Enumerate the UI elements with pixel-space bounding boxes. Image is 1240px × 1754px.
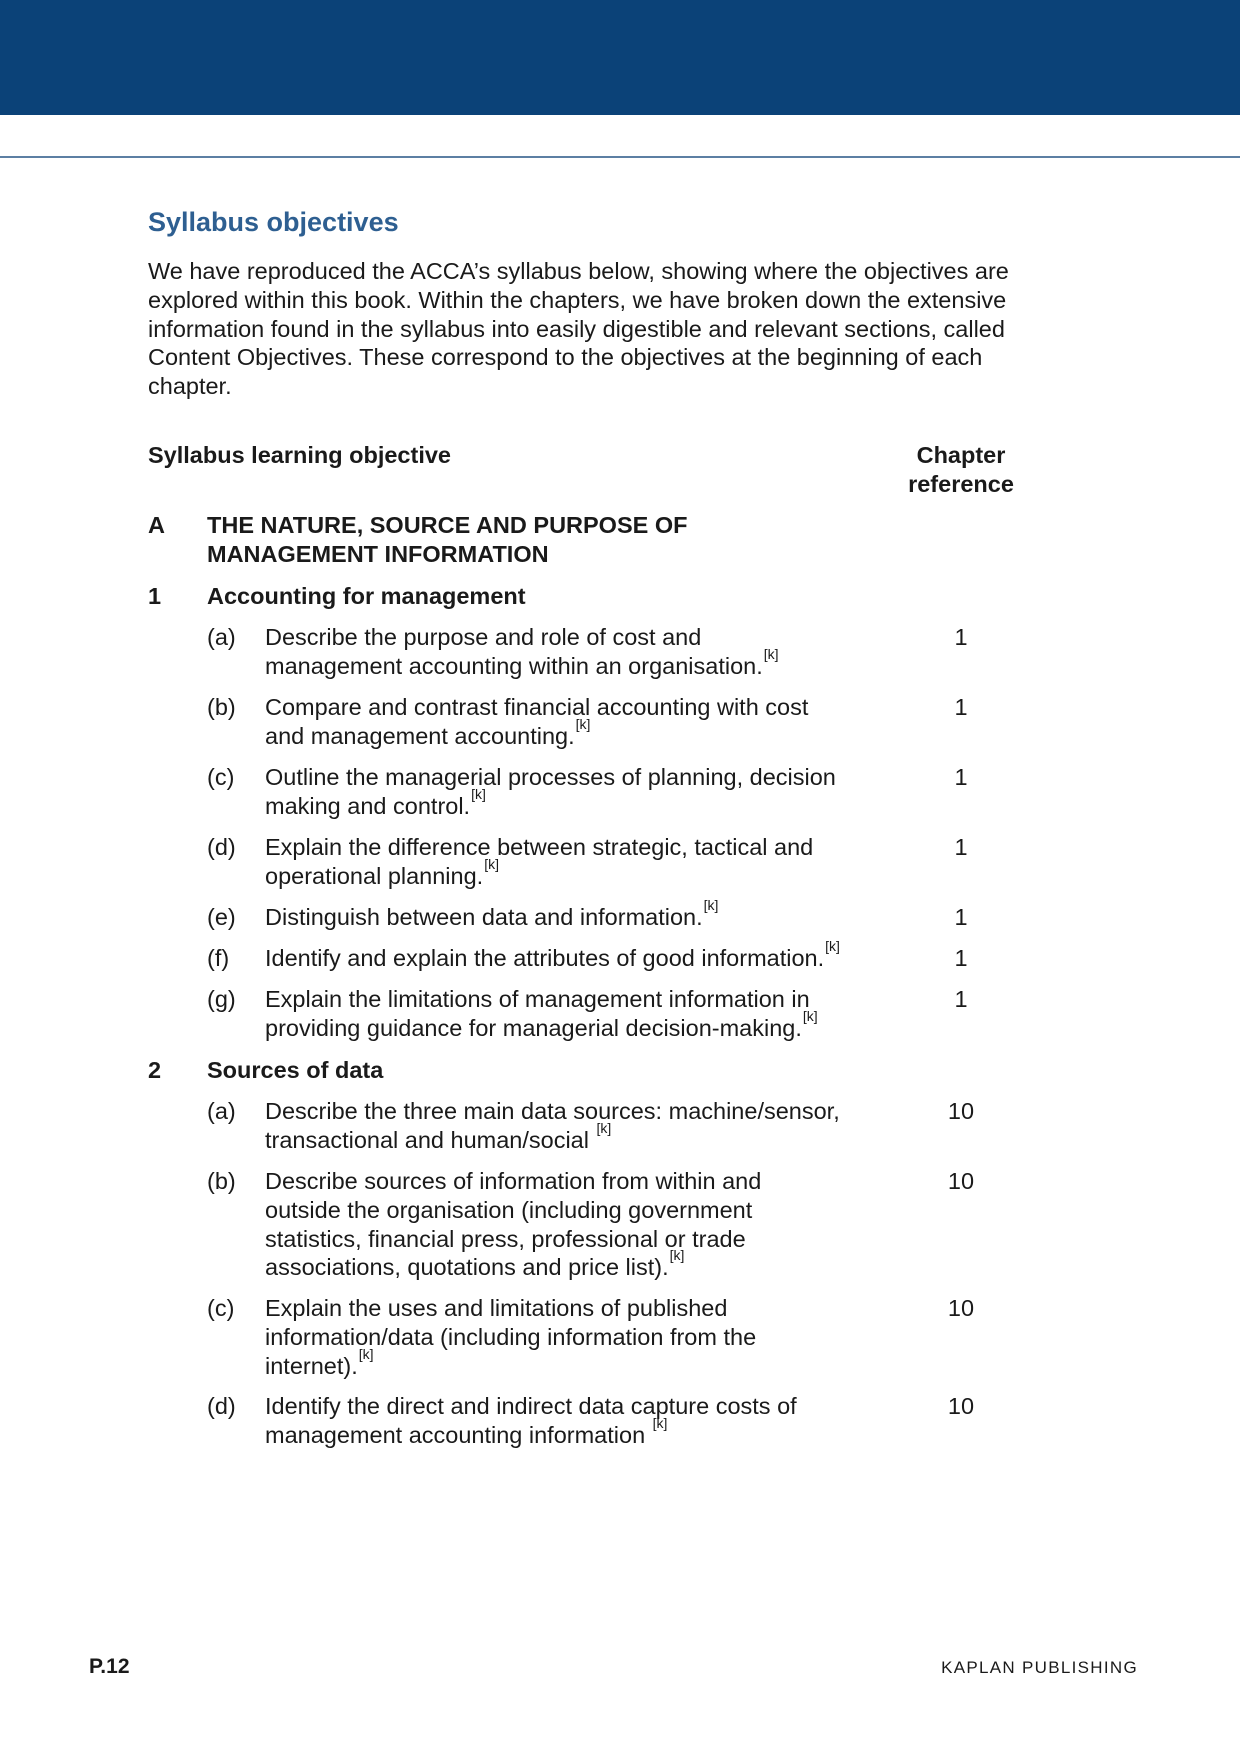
chapter-reference: 10 <box>947 1168 975 1194</box>
objective-line: Outline the managerial processes of planning, decision <box>265 764 836 790</box>
objective-line: Explain the uses and limitations of published <box>265 1295 728 1321</box>
objective-label: (a) <box>207 1098 236 1124</box>
objective-text <box>265 897 885 932</box>
publisher-name: KAPLAN PUBLISHING <box>941 1658 1138 1677</box>
objective-line: information/data (including information from the <box>265 1323 757 1350</box>
objective-line: management accounting information [k] <box>265 1414 668 1448</box>
intro-paragraph: We have reproduced the ACCA’s syllabus below, showing where the objectives are explored within this book. Within the chapters, we have broken down the extensive information found in the syllabus into easily digestible and relevant sections, called Content Objectives. These correspond to the objectives at the beginning of each chapter. <box>148 258 1009 399</box>
column-header-chapter <box>880 441 1042 498</box>
objective-line: statistics, financial press, professional or trade <box>265 1225 746 1252</box>
section-title-line1: THE NATURE, SOURCE AND PURPOSE OF <box>207 512 688 538</box>
objective-label: (c) <box>207 1295 235 1321</box>
objective-text <box>265 1392 885 1450</box>
topic-number: 1 <box>148 583 162 609</box>
objective-line: Explain the difference between strategic, tactical and <box>265 834 814 860</box>
objective-line: and management accounting.[k] <box>265 715 591 749</box>
objective-text <box>265 1097 885 1155</box>
column-header-chapter-line1: Chapter <box>916 442 1006 468</box>
objective-line: Describe the purpose and role of cost and <box>265 624 702 650</box>
objective-text <box>265 833 885 891</box>
objective-line: Identify and explain the attributes of good information.[k] <box>265 938 840 971</box>
objective-text <box>265 985 885 1043</box>
objective-line: Identify the direct and indirect data capture costs of <box>265 1393 797 1419</box>
column-header-chapter-line2: reference <box>908 470 1014 497</box>
page-title: Syllabus objectives <box>148 207 399 237</box>
topic-number: 2 <box>148 1057 162 1083</box>
topic-title: Accounting for management <box>207 583 526 609</box>
chapter-reference: 1 <box>954 694 968 720</box>
page-number: P.12 <box>89 1655 130 1678</box>
knowledge-level-mark: [k] <box>703 897 719 913</box>
chapter-reference: 10 <box>947 1295 975 1321</box>
header-rule <box>0 156 1240 158</box>
objective-line: internet).[k] <box>265 1345 374 1379</box>
objective-text <box>265 938 885 973</box>
section-title-line2: MANAGEMENT INFORMATION <box>207 541 549 567</box>
objective-line: transactional and human/social [k] <box>265 1119 612 1153</box>
knowledge-level-mark: [k] <box>575 715 591 732</box>
objective-label: (d) <box>207 1393 236 1419</box>
chapter-reference: 1 <box>954 986 968 1012</box>
knowledge-level-mark: [k] <box>596 1119 612 1136</box>
objective-text <box>265 763 885 821</box>
section-title <box>207 511 767 569</box>
objective-text <box>265 693 885 751</box>
objective-line: Describe the three main data sources: machine/sensor, <box>265 1098 840 1124</box>
chapter-reference: 1 <box>954 834 968 860</box>
objective-text <box>265 1167 885 1282</box>
knowledge-level-mark: [k] <box>669 1247 685 1264</box>
header-band <box>0 0 1240 115</box>
chapter-reference: 10 <box>947 1098 975 1124</box>
objective-line: Distinguish between data and information.[k] <box>265 897 719 930</box>
objective-label: (d) <box>207 834 236 860</box>
chapter-reference: 1 <box>954 904 968 930</box>
objective-line: outside the organisation (including government <box>265 1196 753 1223</box>
knowledge-level-mark: [k] <box>802 1007 818 1024</box>
objective-label: (f) <box>207 945 230 971</box>
knowledge-level-mark: [k] <box>484 855 499 872</box>
knowledge-level-mark: [k] <box>471 785 486 802</box>
knowledge-level-mark: [k] <box>763 645 779 662</box>
objective-label: (e) <box>207 904 236 930</box>
chapter-reference: 10 <box>947 1393 975 1419</box>
objective-label: (b) <box>207 1168 236 1194</box>
knowledge-level-mark: [k] <box>358 1345 374 1362</box>
objective-line: Describe sources of information from within and <box>265 1168 762 1194</box>
objective-text <box>265 1294 885 1380</box>
objective-line: associations, quotations and price list).[k] <box>265 1247 685 1281</box>
knowledge-level-mark: [k] <box>825 938 840 954</box>
objective-line: operational planning.[k] <box>265 855 499 889</box>
section-letter: A <box>148 512 165 538</box>
objective-line: making and control.[k] <box>265 785 486 819</box>
topic-title: Sources of data <box>207 1057 384 1083</box>
objective-line: Compare and contrast financial accounting with cost <box>265 694 809 720</box>
chapter-reference: 1 <box>954 945 968 971</box>
knowledge-level-mark: [k] <box>652 1414 668 1431</box>
chapter-reference: 1 <box>954 764 968 790</box>
objective-label: (b) <box>207 694 236 720</box>
objective-line: management accounting within an organisation.[k] <box>265 645 779 679</box>
objective-line: Explain the limitations of management information in <box>265 986 810 1012</box>
objective-label: (c) <box>207 764 235 790</box>
objective-line: providing guidance for managerial decision-making.[k] <box>265 1007 818 1041</box>
chapter-reference: 1 <box>954 624 968 650</box>
objective-label: (a) <box>207 624 236 650</box>
objective-text <box>265 623 885 681</box>
column-header-objective: Syllabus learning objective <box>148 442 451 468</box>
objective-label: (g) <box>207 986 236 1012</box>
